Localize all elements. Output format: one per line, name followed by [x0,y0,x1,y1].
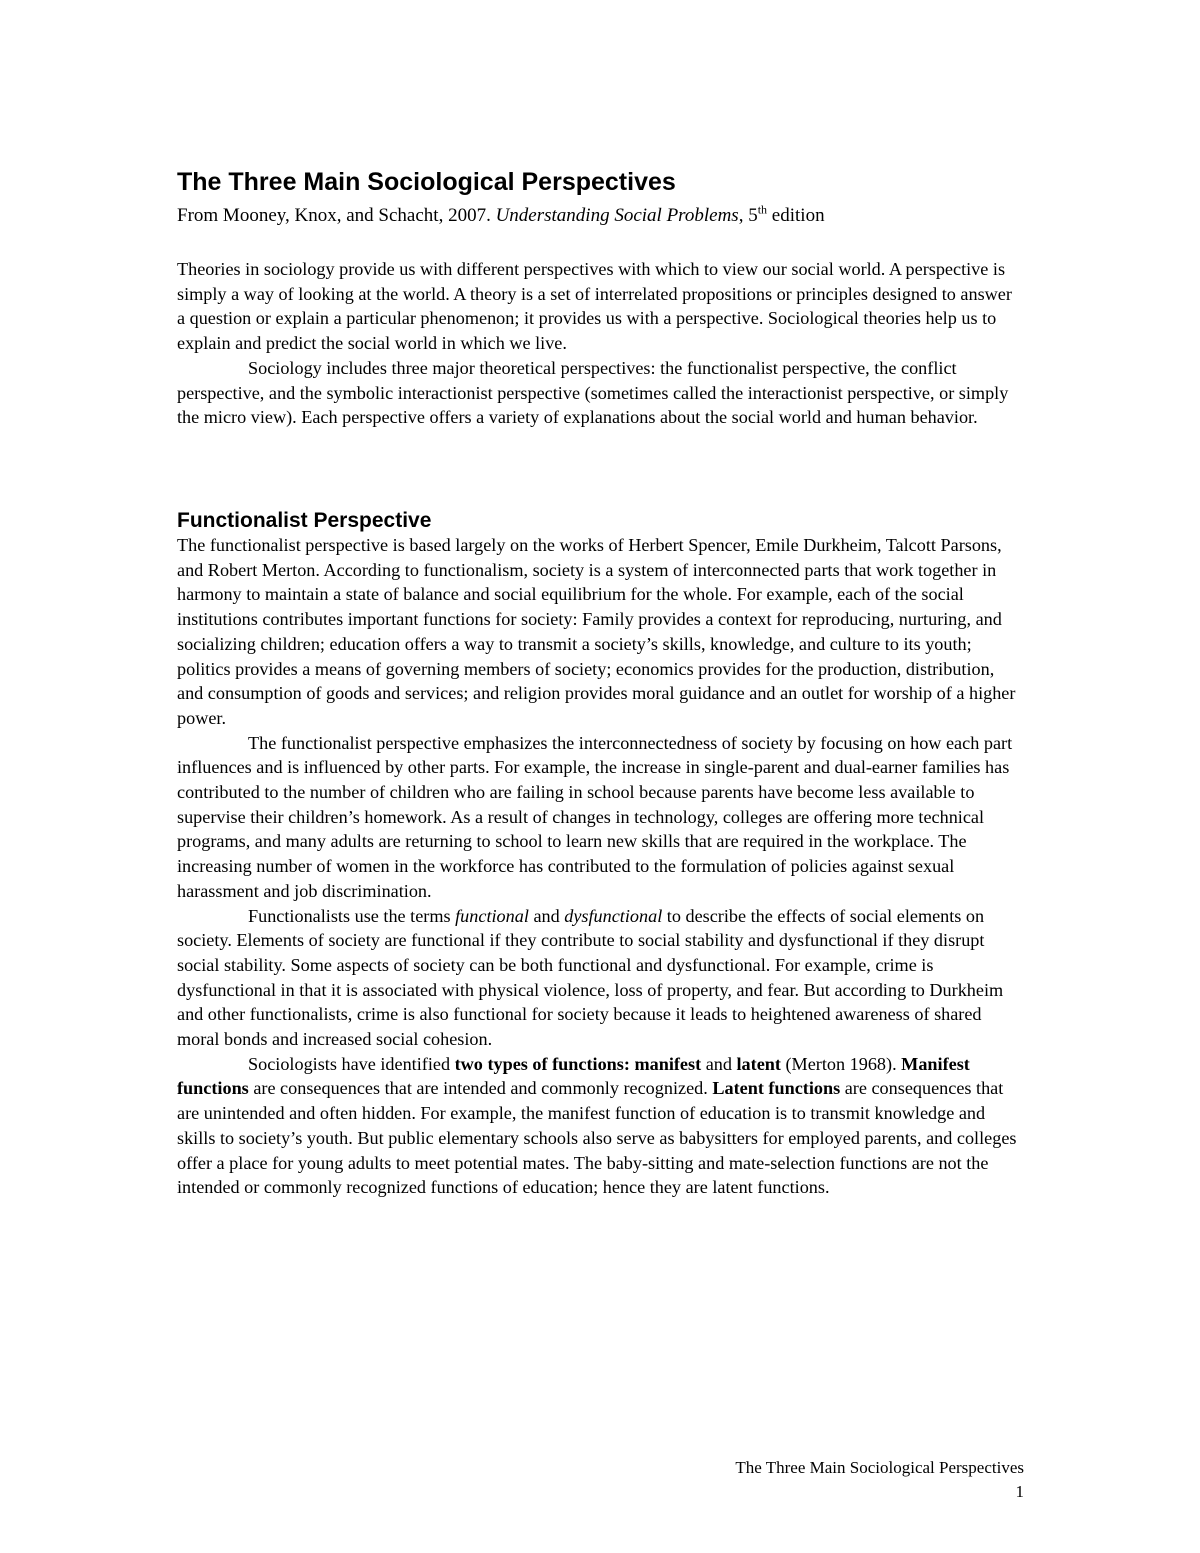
functionalist-section [177,533,1023,1200]
term-latent: latent [736,1053,781,1074]
functionalist-paragraph-2: The functionalist perspective emphasizes the interconnectedness of society by focusing on how each part influences and is influenced by other parts. For example, the increase in single-parent and dual-earner families has contributed to the number of children who are failing in school because parents have become less available to supervise their children’s homework. As a result of changes in technology, colleges are offering more technical programs, and many adults are returning to school to learn new skills that are required in the workplace. The increasing number of women in the workforce has contributed to the formulation of policies against sexual harassment and job discrimination. [177,732,1013,901]
citation-authors: From Mooney, Knox, and Schacht, 2007. [177,205,496,226]
functionalist-heading: Functionalist Perspective [177,509,432,532]
footer-running-title: The Three Main Sociological Perspectives [735,1458,1024,1477]
p3-text-e: to describe the effects of social elements on society. Elements of society are functional if they contribute to social stability and dysfunctional if they disrupt social stability. Some aspects of society can be both functional and dysfunctional. For example, crime is dysfunctional in that it is associated with physical violence, loss of property, and fear. But according to Durkheim and other functionalists, crime is also functional for society because it leads to heightened awareness of shared moral bonds and increased social cohesion. [177,905,1004,1050]
p4-text-g: are consequences that are intended and commonly recognized. [248,1078,713,1099]
p3-text-a: Functionalists use the terms [248,905,456,926]
functionalist-paragraph-4 [177,1052,1023,1200]
citation-comma: , [738,205,749,226]
p4-text-a: Sociologists have identified [248,1053,455,1074]
page-number: 1 [1015,1482,1024,1501]
p4-text-e: (Merton 1968). [780,1053,902,1074]
citation-edition-suffix: th [757,202,768,217]
term-dysfunctional: dysfunctional [564,905,663,926]
intro-paragraph-1: Theories in sociology provide us with different perspectives with which to view our social world. A perspective is simply a way of looking at the world. A theory is a set of interrelated propositions or principles designed to answer a question or explain a particular phenomenon; it provides us with a perspective. Sociological theories help us to explain and predict the social world in which we live. [177,259,1012,354]
intro-paragraph-2: Sociology includes three major theoretical perspectives: the functionalist perspective, the conflict perspective, and the symbolic interactionist perspective (sometimes called the interactionist perspective, or simply the micro view). Each perspective offers a variety of explanations about the social world and human behavior. [177,357,1009,428]
functionalist-paragraph-1: The functionalist perspective is based largely on the works of Herbert Spencer, Emile Durkheim, Talcott Parsons, and Robert Merton. According to functionalism, society is a system of interconnected parts that work together in harmony to maintain a state of balance and social equilibrium for the whole. For example, each of the social institutions contributes important functions for society: Family provides a context for reproducing, nurturing, and socializing children; education offers a way to transmit a society’s skills, knowledge, and culture to its youth; politics provides a means of governing members of society; economics provides for the production, distribution, and consumption of goods and services; and religion provides moral guidance and an outlet for worship of a higher power. [177,535,1016,728]
source-citation [177,203,825,229]
term-two-types: two types of functions: manifest [454,1053,702,1074]
functionalist-paragraph-3 [177,904,1023,1052]
term-latent-functions: Latent functions [712,1078,841,1099]
page-footer [735,1456,1024,1504]
citation-edition-number: 5 [748,205,758,226]
citation-book-title: Understanding Social Problems [495,205,739,226]
p4-text-c: and [701,1053,737,1074]
p3-text-c: and [528,905,565,926]
p4-text-i: are consequences that are unintended and often hidden. For example, the manifest function of education is to transmit knowledge and skills to society’s youth. But public elementary schools also serve as babysitters for employed parents, and colleges offer a place for young adults to meet potential mates. The baby-sitting and mate-selection functions are not the intended or commonly recognized functions of education; hence they are latent functions. [177,1078,1017,1198]
term-manifest-functions: Manifest functions [177,1053,970,1099]
term-functional: functional [455,905,529,926]
document-title: The Three Main Sociological Perspectives [177,168,676,196]
intro-section [177,257,1023,430]
citation-edition-word: edition [767,205,825,226]
